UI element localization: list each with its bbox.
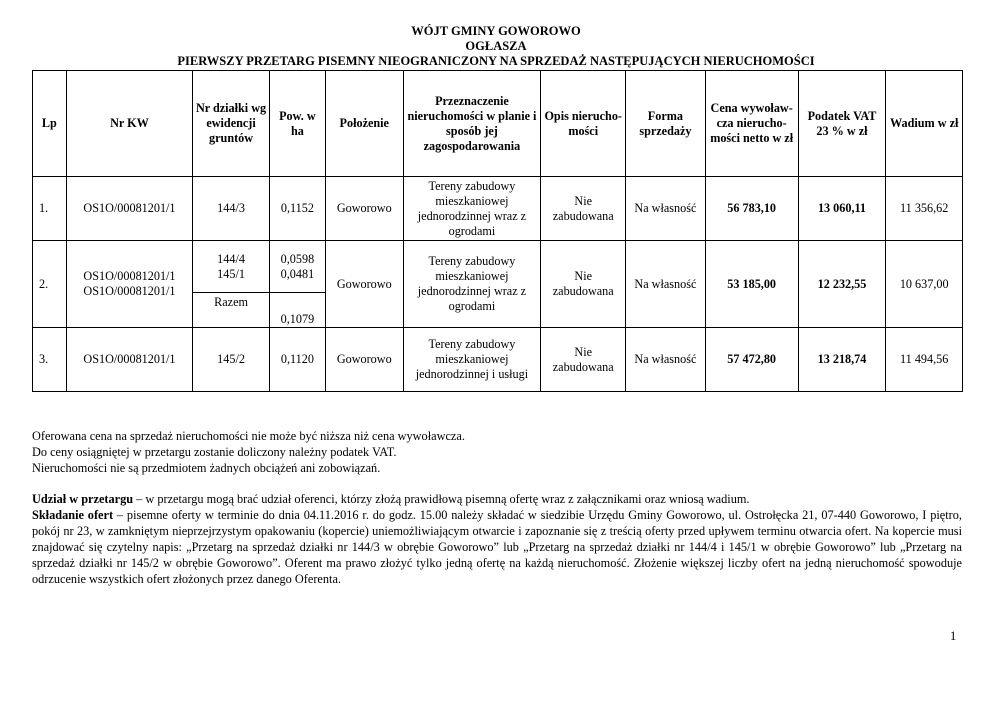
cell-nr-kw: OS1O/00081201/1 [66, 328, 193, 392]
cell-cena: 57 472,80 [705, 328, 798, 392]
cell-dzialka: 145/2 [193, 328, 270, 392]
cell-przeznaczenie: Tereny zabudowy mieszkaniowej jednorodzinnej wraz z ogrodami [403, 241, 541, 328]
cell-pow [269, 241, 325, 293]
cell-podatek: 13 060,11 [798, 177, 886, 241]
header-polozenie: Położenie [325, 71, 403, 177]
cell-cena: 53 185,00 [705, 241, 798, 328]
skladanie-label: Składanie ofert [32, 508, 114, 522]
udzial-text: – w przetargu mogą brać udział oferenci, którzy złożą prawidłową pisemną ofertę wraz z załącznikami oraz wniosą wadium. [133, 492, 750, 506]
header-pow: Pow. w ha [269, 71, 325, 177]
cell-dzialka: 144/3 [193, 177, 270, 241]
cell-pow: 0,1152 [269, 177, 325, 241]
header-wadium: Wadium w zł [886, 71, 963, 177]
cell-przeznaczenie: Tereny zabudowy mieszkaniowej jednorodzinnej wraz z ogrodami [403, 177, 541, 241]
header-nr-dzialki: Nr działki wg ewidencji gruntów [193, 71, 270, 177]
notes-block [32, 428, 962, 476]
cell-polozenie: Goworowo [325, 241, 403, 328]
cell-podatek: 13 218,74 [798, 328, 886, 392]
header-announces: OGŁASZA [465, 39, 527, 53]
cell-polozenie: Goworowo [325, 177, 403, 241]
header-podatek: Podatek VAT 23 % w zł [798, 71, 886, 177]
cell-nr-kw: OS1O/00081201/1 [66, 177, 193, 241]
cell-wadium: 10 637,00 [886, 241, 963, 328]
cell-opis: Nie zabudowana [541, 177, 626, 241]
note-line: Do ceny osiągniętej w przetargu zostanie doliczony należny podatek VAT. [32, 445, 397, 459]
header-przeznaczenie: Przeznaczenie nieruchomości w planie i sposób jej zagospodarowania [403, 71, 541, 177]
rules-block [32, 491, 962, 587]
header-forma: Forma sprzedaży [626, 71, 706, 177]
note-line: Nieruchomości nie są przedmiotem żadnych obciążeń ani zobowiązań. [32, 461, 381, 475]
table-row [33, 177, 963, 241]
cell-pow-line: 0,0598 [280, 251, 315, 266]
cell-lp: 2. [33, 241, 67, 328]
header-lp: Lp [33, 71, 67, 177]
skladanie-paragraph [32, 507, 962, 587]
cell-nr-kw [66, 241, 193, 328]
cell-razem-label: Razem [193, 293, 270, 328]
cell-wadium: 11 494,56 [886, 328, 963, 392]
udzial-paragraph [32, 491, 962, 507]
cell-pow: 0,1120 [269, 328, 325, 392]
cell-polozenie: Goworowo [325, 328, 403, 392]
table-row [33, 241, 963, 293]
cell-dzialka-line: 145/1 [217, 266, 245, 281]
cell-forma: Na własność [626, 241, 706, 328]
cell-lp: 3. [33, 328, 67, 392]
cell-wadium: 11 356,62 [886, 177, 963, 241]
cell-opis: Nie zabudowana [541, 241, 626, 328]
cell-razem-pow: 0,1079 [269, 293, 325, 328]
header-nr-kw: Nr KW [66, 71, 193, 177]
skladanie-text: – pisemne oferty w terminie do dnia 04.11.2016 r. do godz. 15.00 należy składać w siedzibie Urzędu Gminy Goworowo, ul. Ostrołęcka 21, 07-440 Goworowo, I piętro, pokój nr 23, w zamkniętym nieprzejrzystym opakowaniu (kopercie) uniemożliwiającym otwarcie i zapoznanie się z treścią oferty przed upływem terminu otwarcia ofert. Na kopercie musi znajdować się czytelny napis: „Przetarg na sprzedaż działki nr 144/3 w obrębie Goworowo” lub „Przetarg na sprzedaż działki nr 144/4 i 145/1 w obrębie Goworowo” lub „Przetarg na sprzedaż działki nr 145/2 w obrębie Goworowo”. Oferent ma prawo złożyć tylko jedną ofertę na każdą nieruchomość. Złożenie większej liczby ofert na jedną nieruchomość spowoduje odrzucenie wszystkich ofert złożonych przez danego Oferenta. [32, 508, 963, 586]
cell-nr-kw-line: OS1O/00081201/1 [83, 269, 176, 283]
udzial-label: Udział w przetargu [32, 492, 134, 506]
header-opis: Opis nierucho-mości [541, 71, 626, 177]
cell-dzialka [193, 241, 270, 293]
cell-forma: Na własność [626, 328, 706, 392]
cell-opis: Nie zabudowana [541, 328, 626, 392]
cell-forma: Na własność [626, 177, 706, 241]
header-title: WÓJT GMINY GOWOROWO [411, 24, 581, 38]
cell-dzialka-line: 144/4 [217, 251, 245, 266]
property-table [32, 70, 963, 392]
cell-podatek: 12 232,55 [798, 241, 886, 328]
note-line: Oferowana cena na sprzedaż nieruchomości nie może być niższa niż cena wywoławcza. [32, 429, 465, 443]
cell-cena: 56 783,10 [705, 177, 798, 241]
table-row [33, 328, 963, 392]
cell-nr-kw-line: OS1O/00081201/1 [83, 284, 176, 298]
cell-pow-line: 0,0481 [280, 266, 315, 281]
table-header-row [33, 71, 963, 177]
header-subtitle: PIERWSZY PRZETARG PISEMNY NIEOGRANICZONY NA SPRZEDAŻ NASTĘPUJĄCYCH NIERUCHOMOŚCI [177, 54, 815, 68]
header-cena: Cena wywoław-cza nierucho-mości netto w zł [705, 71, 798, 177]
page-number: 1 [950, 629, 957, 643]
cell-lp: 1. [33, 177, 67, 241]
cell-przeznaczenie: Tereny zabudowy mieszkaniowej jednorodzinnej i usługi [403, 328, 541, 392]
